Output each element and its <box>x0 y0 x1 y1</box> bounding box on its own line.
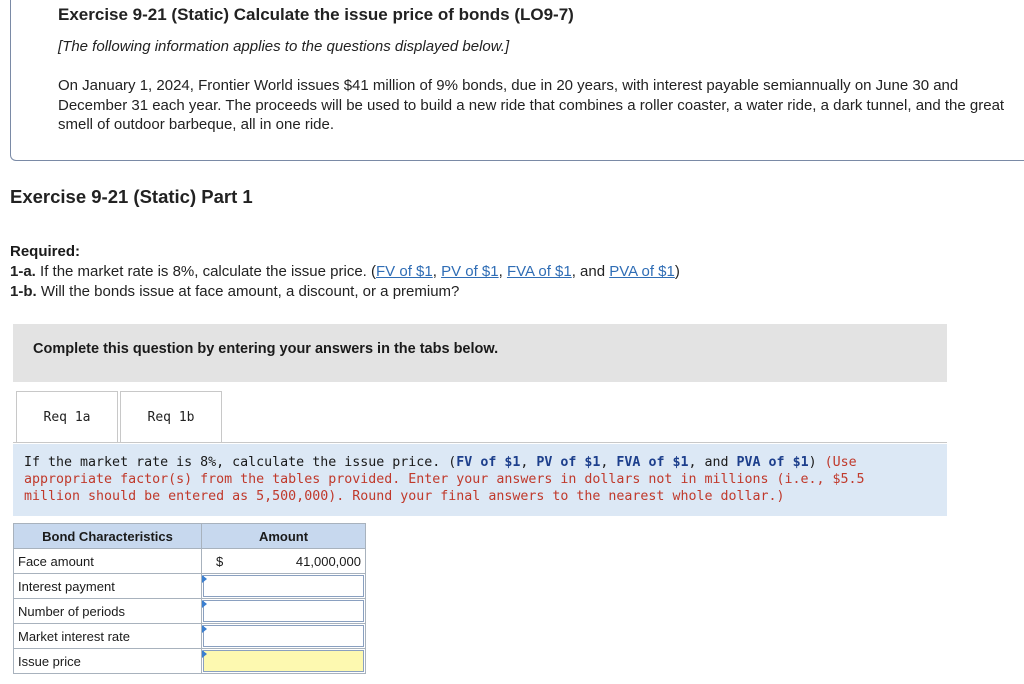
tab-req-1a[interactable]: Req 1a <box>16 391 118 443</box>
row-label-issue-price: Issue price <box>14 649 202 674</box>
separator: , <box>520 455 537 470</box>
separator: , <box>432 263 442 280</box>
row-label-face-amount: Face amount <box>14 549 202 574</box>
tab-divider <box>13 442 947 443</box>
market-interest-rate-cell <box>202 624 366 649</box>
market-interest-rate-input[interactable] <box>203 625 364 647</box>
separator: ) <box>808 455 825 470</box>
row-label-number-of-periods: Number of periods <box>14 599 202 624</box>
table-row <box>14 549 366 574</box>
instructions-fv: FV of $1 <box>456 455 521 470</box>
header-amount: Amount <box>202 524 366 549</box>
number-of-periods-input[interactable] <box>203 600 364 622</box>
instructions-pv: PV of $1 <box>536 455 601 470</box>
number-of-periods-cell <box>202 599 366 624</box>
question-1b-label: 1-b. <box>10 283 37 300</box>
interest-payment-cell <box>202 574 366 599</box>
fva-link[interactable]: FVA of $1 <box>506 263 572 280</box>
separator: ) <box>674 263 680 280</box>
issue-price-cell <box>202 649 366 674</box>
separator: , <box>498 263 507 280</box>
issue-price-input[interactable] <box>203 650 364 672</box>
question-1a <box>10 263 680 280</box>
input-marker-icon <box>202 650 207 658</box>
question-1a-text: If the market rate is 8%, calculate the issue price. ( <box>35 263 377 280</box>
row-label-interest-payment: Interest payment <box>14 574 202 599</box>
face-amount-cell <box>202 549 366 574</box>
fv-link[interactable]: FV of $1 <box>376 263 433 280</box>
exercise-subtitle: [The following information applies to the questions displayed below.] <box>58 38 510 55</box>
row-label-market-interest-rate: Market interest rate <box>14 624 202 649</box>
pva-link[interactable]: PVA of $1 <box>609 263 675 280</box>
currency-symbol: $ <box>216 554 224 569</box>
instructions-note: (Use appropriate factor(s) from the tables provided. Enter your answers in dollars not in millions (i.e., $5.5 million should be entered as 5,500,000). Round your final answers to the nearest whole dollar.) <box>24 455 865 504</box>
table-row <box>14 599 366 624</box>
face-amount-value: 41,000,000 <box>295 554 361 569</box>
table-row <box>14 649 366 674</box>
question-1b-text: Will the bonds issue at face amount, a discount, or a premium? <box>36 283 460 300</box>
input-marker-icon <box>202 625 207 633</box>
complete-question-banner <box>13 324 947 382</box>
part-title: Exercise 9-21 (Static) Part 1 <box>10 186 253 207</box>
tab-req-1b[interactable]: Req 1b <box>120 391 222 443</box>
separator: , and <box>571 263 610 280</box>
exercise-description: On January 1, 2024, Frontier World issues $41 million of 9% bonds, due in 20 years, with interest payable semiannually on June 30 and December 31 each year. The proceeds will be used to build a new ride that combines a roller coaster, a water ride, a dark tunnel, and the great smell of outdoor barbeque, all in one ride. <box>58 77 1005 133</box>
complete-question-text: Complete this question by entering your answers in the tabs below. <box>33 341 499 357</box>
separator: , <box>600 455 617 470</box>
table-row <box>14 574 366 599</box>
input-marker-icon <box>202 600 207 608</box>
instructions-box <box>13 444 947 516</box>
instructions-pva: PVA of $1 <box>736 455 809 470</box>
input-marker-icon <box>202 575 207 583</box>
instructions-fva: FVA of $1 <box>616 455 689 470</box>
required-heading: Required: <box>10 243 81 260</box>
question-1a-label: 1-a. <box>10 263 36 280</box>
table-header-row <box>14 524 366 549</box>
bond-table <box>13 523 366 674</box>
pv-link[interactable]: PV of $1 <box>441 263 499 280</box>
instructions-prefix: If the market rate is 8%, calculate the issue price. ( <box>24 455 457 470</box>
separator: , and <box>688 455 737 470</box>
header-bond-characteristics: Bond Characteristics <box>14 524 202 549</box>
question-1b <box>10 283 459 300</box>
exercise-title: Exercise 9-21 (Static) Calculate the issue price of bonds (LO9-7) <box>58 5 574 24</box>
table-row <box>14 624 366 649</box>
instructions-text <box>24 454 904 505</box>
interest-payment-input[interactable] <box>203 575 364 597</box>
